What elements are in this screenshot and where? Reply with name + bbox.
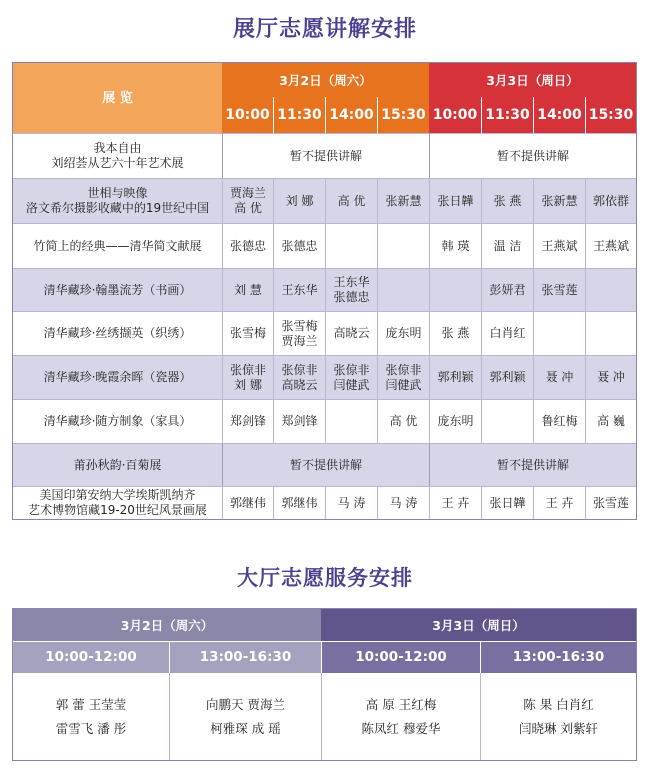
no-guide-note: 暂不提供讲解: [429, 133, 636, 178]
guide-name-cell: 郑剑锋: [273, 399, 325, 443]
guide-name-cell: [377, 223, 429, 268]
guide-name-cell: 温 洁: [481, 223, 533, 268]
time-slot-header: 11:30: [273, 97, 325, 133]
guide-name-cell: 郑剑锋: [222, 399, 273, 443]
exhibition-name: 清华藏珍·晚霞余晖（瓷器）: [13, 355, 222, 399]
guide-name-cell: 张雪莲: [585, 486, 636, 519]
guide-name-cell: 张雪莲: [533, 268, 585, 311]
guide-name-cell: [377, 268, 429, 311]
guide-name-cell: 张倞非 高晓云: [273, 355, 325, 399]
guide-name-cell: 聂 冲: [585, 355, 636, 399]
time-slot-header: 15:30: [377, 97, 429, 133]
exhibit-header: 展 览: [13, 63, 222, 133]
exhibition-name: 清华藏珍·翰墨流芳（书画）: [13, 268, 222, 311]
guide-name-cell: 刘 娜: [273, 178, 325, 223]
guide-name-cell: [325, 223, 377, 268]
guide-name-cell: 张倞非 刘 娜: [222, 355, 273, 399]
hall-schedule-title: 大厅志愿服务安排: [237, 566, 413, 590]
guide-name-cell: 高 巍: [585, 399, 636, 443]
guide-name-cell: 庞东明: [377, 311, 429, 355]
guide-name-cell: [533, 311, 585, 355]
guide-name-cell: 聂 冲: [533, 355, 585, 399]
guide-name-cell: 张 燕: [481, 178, 533, 223]
guide-name-cell: 郭利颖: [481, 355, 533, 399]
no-guide-note: 暂不提供讲解: [222, 133, 429, 178]
guide-name-cell: 贾海兰 高 优: [222, 178, 273, 223]
exhibition-name: 清华藏珍·丝绣撷英（织绣）: [13, 311, 222, 355]
guide-name-cell: 王东华: [273, 268, 325, 311]
guide-name-cell: [429, 268, 481, 311]
hall-volunteer-names: 陈 果 白肖红 闫晓琳 刘紫轩: [480, 673, 636, 760]
guide-name-cell: 鲁红梅: [533, 399, 585, 443]
no-guide-note: 暂不提供讲解: [429, 443, 636, 486]
guide-name-cell: 马 涛: [377, 486, 429, 519]
guide-name-cell: 韩 瑛: [429, 223, 481, 268]
guide-name-cell: 马 涛: [325, 486, 377, 519]
exhibition-name: 美国印第安纳大学埃斯凯纳齐 艺术博物馆藏19-20世纪风景画展: [13, 486, 222, 519]
guide-name-cell: 张倞非 闫健武: [377, 355, 429, 399]
guide-name-cell: 高 优: [377, 399, 429, 443]
time-slot-header: 14:00: [533, 97, 585, 133]
guide-name-cell: 张新慧: [533, 178, 585, 223]
hall-time-slot: 13:00-16:30: [480, 641, 636, 673]
guide-name-cell: [585, 268, 636, 311]
time-slot-header: 14:00: [325, 97, 377, 133]
time-slot-header: 10:00: [429, 97, 481, 133]
guide-name-cell: 郭依群: [585, 178, 636, 223]
guide-name-cell: 高晓云: [325, 311, 377, 355]
exhibition-name: 竹简上的经典——清华简文献展: [13, 223, 222, 268]
hall-time-slot: 13:00-16:30: [169, 641, 321, 673]
time-slot-header: 15:30: [585, 97, 636, 133]
guide-name-cell: 郭利颖: [429, 355, 481, 399]
guide-name-cell: 郭继伟: [273, 486, 325, 519]
exhibition-name: 莆孙秋韵·百菊展: [13, 443, 222, 486]
guide-name-cell: 彭妍君: [481, 268, 533, 311]
guide-name-cell: 张新慧: [377, 178, 429, 223]
guide-name-cell: 张日韡: [481, 486, 533, 519]
guide-name-cell: 王燕斌: [585, 223, 636, 268]
exhibition-name: 我本自由 刘绍荟从艺六十年艺术展: [13, 133, 222, 178]
hall-time-slot: 10:00-12:00: [13, 641, 169, 673]
exhibition-name: 世相与映像 洛文希尔摄影收藏中的19世纪中国: [13, 178, 222, 223]
hall-day2-header: 3月3日（周日）: [321, 609, 636, 641]
guide-name-cell: 张日韡: [429, 178, 481, 223]
time-slot-header: 11:30: [481, 97, 533, 133]
exhibition-schedule-table: [12, 62, 637, 520]
guide-name-cell: 高 优: [325, 178, 377, 223]
guide-name-cell: [481, 399, 533, 443]
exhibition-schedule-title: 展厅志愿讲解安排: [232, 17, 417, 42]
guide-name-cell: 张 燕: [429, 311, 481, 355]
guide-name-cell: 王 卉: [533, 486, 585, 519]
hall-volunteer-names: 高 原 王红梅 陈凤红 穆爱华: [321, 673, 480, 760]
guide-name-cell: 张雪梅: [222, 311, 273, 355]
hall-volunteer-names: 向鹏天 贾海兰 柯雅琛 成 瑶: [169, 673, 321, 760]
guide-name-cell: 张德忠: [273, 223, 325, 268]
time-slot-header: 10:00: [222, 97, 273, 133]
exhibition-name: 清华藏珍·随方制象（家具）: [13, 399, 222, 443]
hall-schedule-table: [12, 608, 637, 761]
guide-name-cell: 郭继伟: [222, 486, 273, 519]
guide-name-cell: [325, 399, 377, 443]
guide-name-cell: 张倞非 闫健武: [325, 355, 377, 399]
day2-header: 3月3日（周日）: [429, 63, 636, 97]
guide-name-cell: 白肖红: [481, 311, 533, 355]
guide-name-cell: 张雪梅 贾海兰: [273, 311, 325, 355]
hall-time-slot: 10:00-12:00: [321, 641, 480, 673]
guide-name-cell: 王东华 张德忠: [325, 268, 377, 311]
guide-name-cell: 王 卉: [429, 486, 481, 519]
no-guide-note: 暂不提供讲解: [222, 443, 429, 486]
guide-name-cell: [585, 311, 636, 355]
guide-name-cell: 王燕斌: [533, 223, 585, 268]
hall-day1-header: 3月2日（周六）: [13, 609, 321, 641]
hall-volunteer-names: 郭 蕾 王莹莹 雷雪飞 潘 彤: [55, 696, 127, 736]
guide-name-cell: 庞东明: [429, 399, 481, 443]
guide-name-cell: 张德忠: [222, 223, 273, 268]
guide-name-cell: 刘 慧: [222, 268, 273, 311]
day1-header: 3月2日（周六）: [222, 63, 429, 97]
